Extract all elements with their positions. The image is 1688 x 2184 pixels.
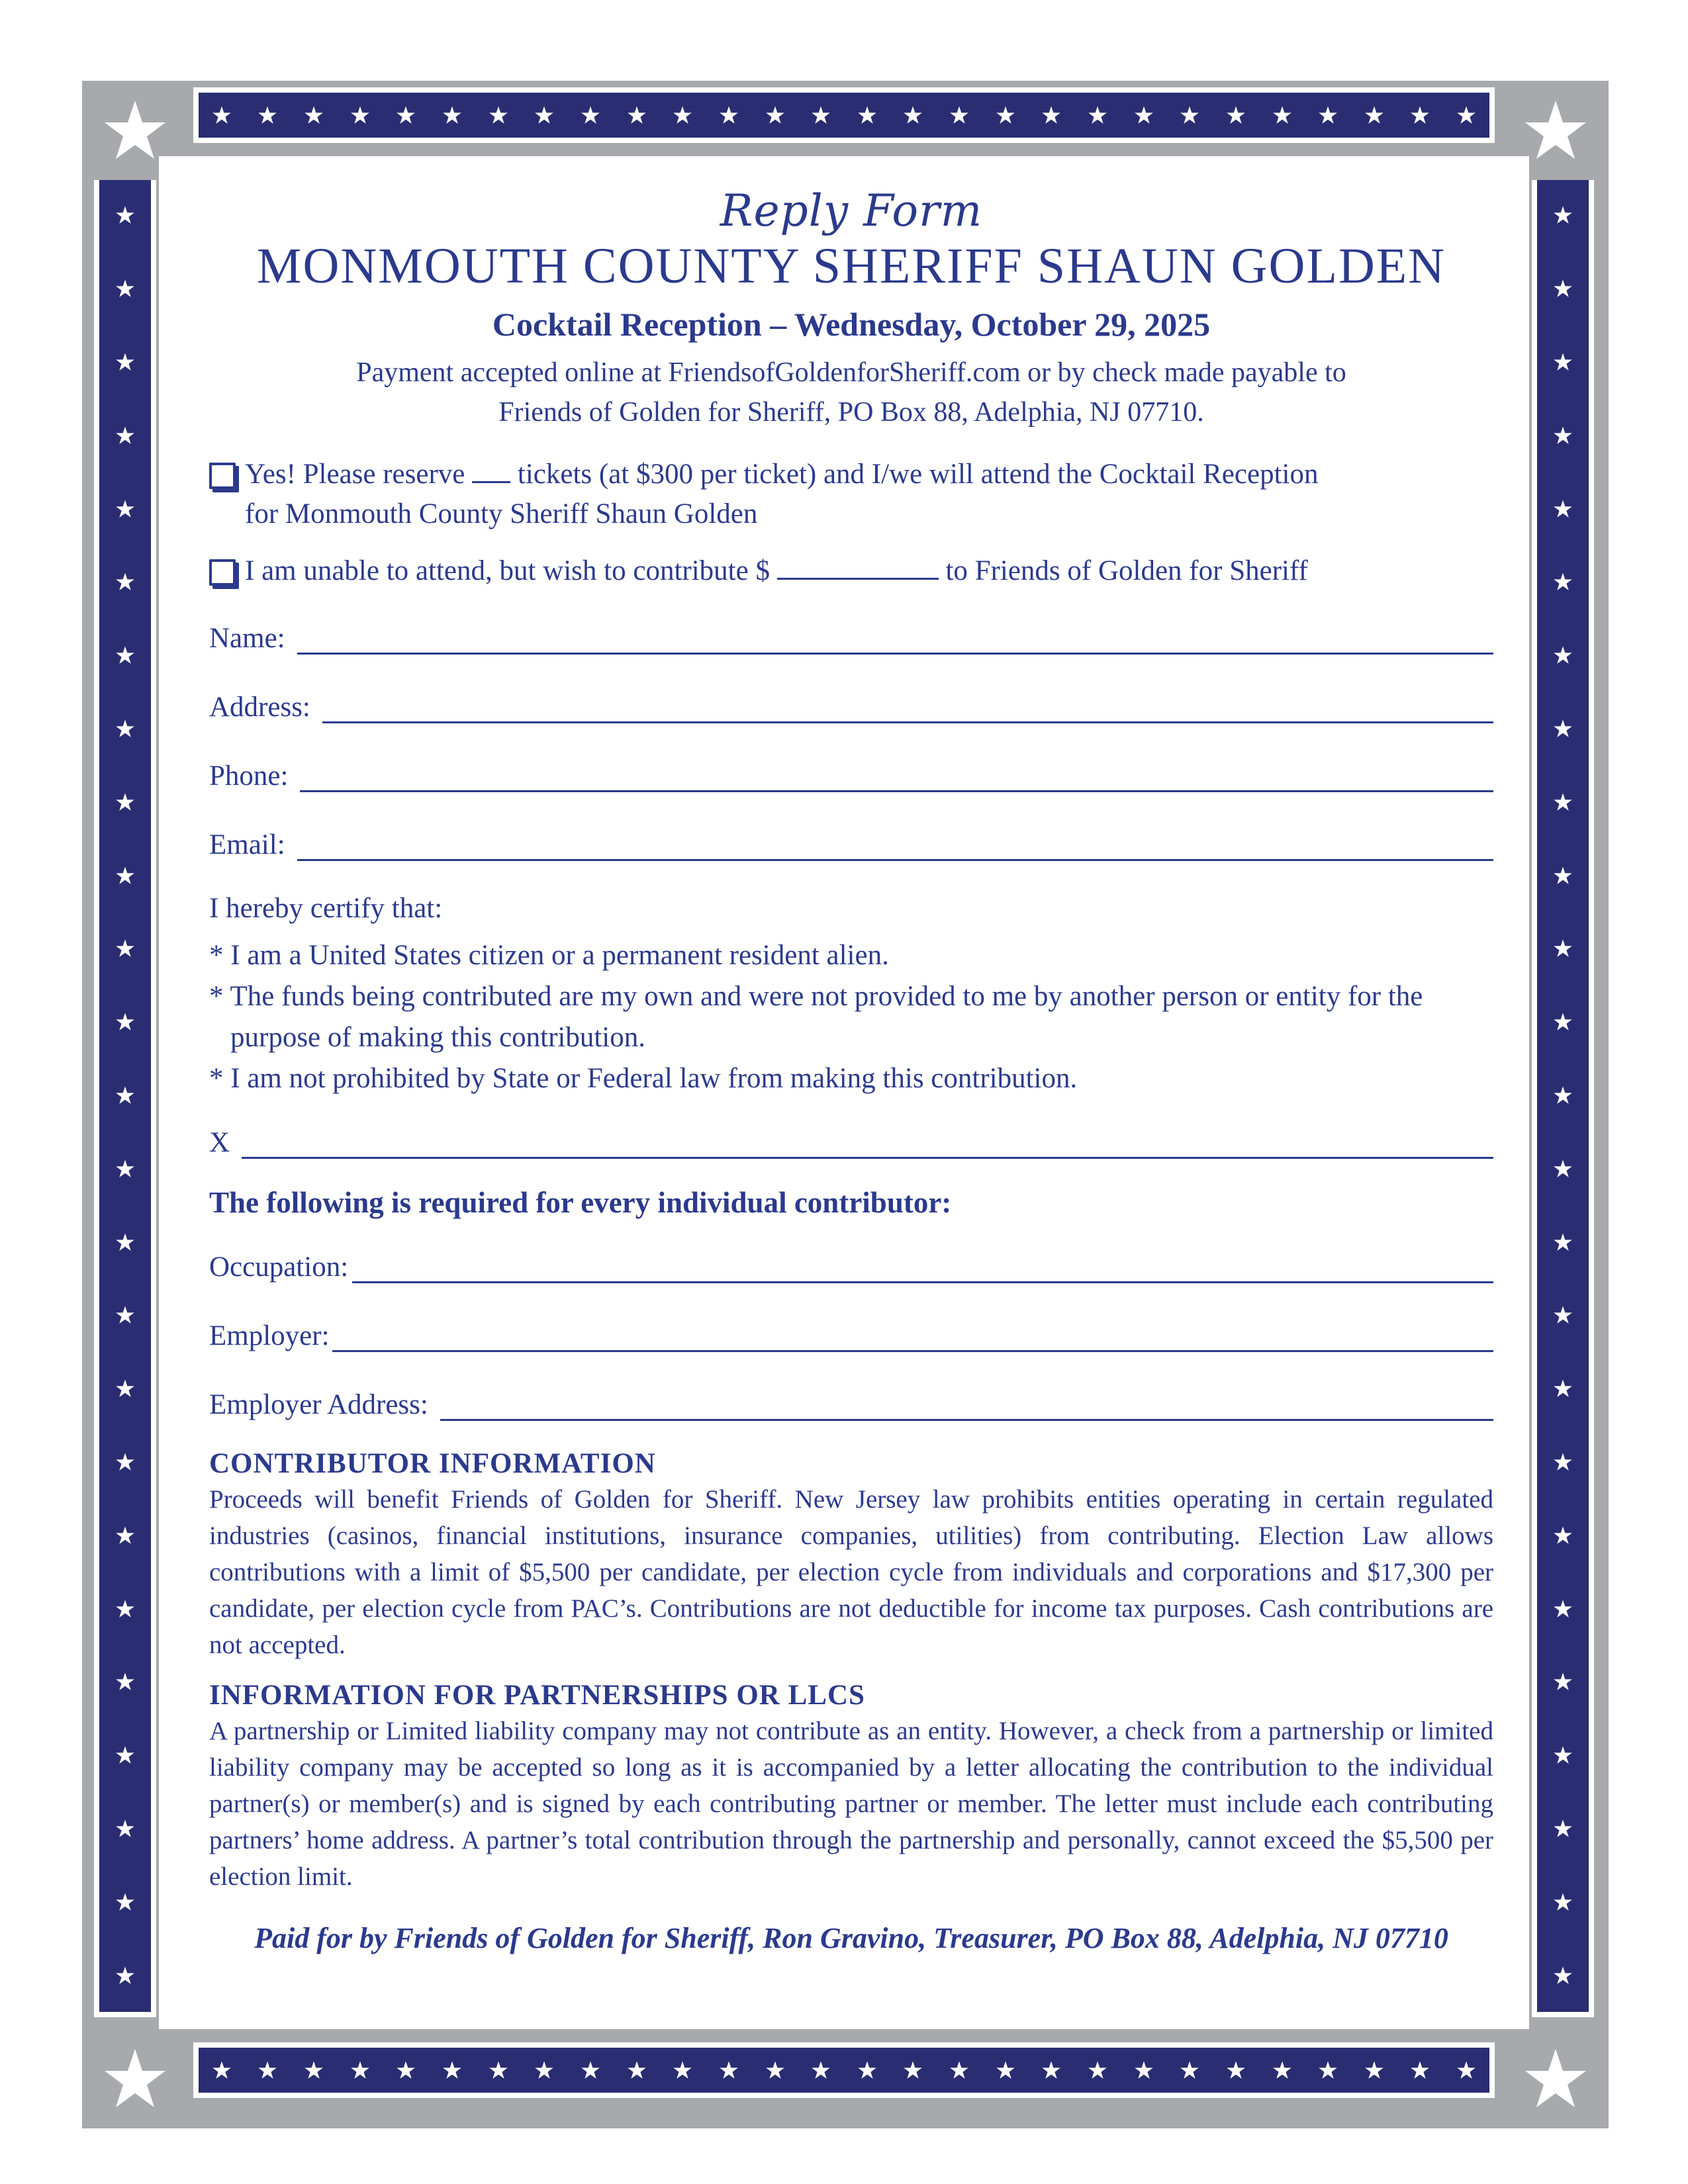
border-star-icon (115, 352, 135, 372)
border-star-icon (1553, 1819, 1573, 1839)
partnership-info-heading: INFORMATION FOR PARTNERSHIPS OR LLCS (209, 1679, 865, 1711)
border-star-icon (996, 105, 1015, 125)
name-label: Name: (209, 622, 285, 654)
border-star-icon (115, 1305, 135, 1325)
border-star-icon (581, 105, 600, 125)
border-star-icon (115, 426, 135, 445)
contribution-amount-field[interactable] (777, 554, 939, 580)
border-star-icon (1553, 205, 1573, 225)
corner-star-icon (1523, 2046, 1589, 2112)
border-star-icon (212, 105, 232, 125)
border-star-icon (115, 1672, 135, 1692)
border-star-icon (1553, 792, 1573, 812)
attend-suffix: tickets (at $300 per ticket) and I/we will attend the Cocktail Reception (517, 458, 1319, 490)
page-title: MONMOUTH COUNTY SHERIFF SHAUN GOLDEN (256, 238, 1446, 294)
border-star-icon (1180, 105, 1199, 125)
border-star-icon (857, 105, 877, 125)
signature-input-line[interactable] (242, 1130, 1493, 1159)
border-star-icon (1553, 1525, 1573, 1545)
phone-label: Phone: (209, 760, 289, 792)
border-star-icon (1364, 2060, 1384, 2080)
border-star-icon (304, 105, 324, 125)
phone-input-line[interactable] (300, 764, 1493, 792)
border-star-icon (1553, 1232, 1573, 1252)
border-star-icon (1553, 645, 1573, 665)
reply-form (209, 179, 1493, 1955)
border-star-icon (1456, 2060, 1476, 2080)
right-star-column (1537, 179, 1589, 2012)
border-star-icon (627, 105, 647, 125)
border-star-icon (1041, 2060, 1061, 2080)
border-star-icon (1088, 2060, 1107, 2080)
border-star-icon (1088, 105, 1107, 125)
name-field (209, 615, 1493, 655)
border-star-icon (1553, 1966, 1573, 1985)
border-star-icon (115, 938, 135, 958)
email-label: Email: (209, 829, 285, 860)
border-star-icon (115, 1452, 135, 1472)
border-star-icon (258, 2060, 277, 2080)
payment-line-2: Friends of Golden for Sheriff, PO Box 88, Adelphia, NJ 07710. (498, 396, 1204, 428)
border-star-icon (258, 105, 277, 125)
border-star-icon (1553, 426, 1573, 445)
name-input-line[interactable] (297, 626, 1493, 655)
contribute-prefix: I am unable to attend, but wish to contribute $ (245, 555, 770, 586)
border-star-icon (1318, 2060, 1338, 2080)
border-star-icon (115, 205, 135, 225)
border-star-icon (115, 719, 135, 739)
border-star-icon (304, 2060, 324, 2080)
border-star-icon (115, 1232, 135, 1252)
border-star-icon (115, 279, 135, 298)
border-star-icon (396, 105, 416, 125)
border-star-icon (115, 1892, 135, 1912)
border-star-icon (115, 1159, 135, 1179)
certify-item: * I am a United States citizen or a permanent resident alien. (209, 939, 889, 971)
contributor-info-heading: CONTRIBUTOR INFORMATION (209, 1447, 656, 1479)
bottom-star-row (199, 2048, 1489, 2093)
border-star-icon (1553, 1892, 1573, 1912)
border-star-icon (115, 499, 135, 519)
border-star-icon (115, 572, 135, 592)
border-star-icon (115, 1379, 135, 1398)
top-star-row (199, 93, 1489, 138)
border-star-icon (1410, 105, 1430, 125)
border-star-icon (581, 2060, 600, 2080)
border-star-icon (765, 2060, 785, 2080)
corner-star-icon (1523, 97, 1589, 163)
border-star-icon (627, 2060, 647, 2080)
border-star-icon (949, 105, 969, 125)
certify-item: * I am not prohibited by State or Federal law from making this contribution. (209, 1062, 1078, 1094)
border-star-icon (1553, 938, 1573, 958)
border-star-icon (1134, 2060, 1154, 2080)
border-star-icon (903, 105, 923, 125)
address-label: Address: (209, 691, 310, 723)
border-star-icon (350, 105, 370, 125)
address-field (209, 684, 1493, 723)
border-star-icon (996, 2060, 1015, 2080)
occupation-input-line[interactable] (352, 1255, 1493, 1283)
border-star-icon (1553, 866, 1573, 886)
border-star-icon (903, 2060, 923, 2080)
border-star-icon (857, 2060, 877, 2080)
border-star-icon (1364, 105, 1384, 125)
partnership-info-text: A partnership or Limited liability company may not contribute as an entity. However, a check from a partnership or limited liability company may be accepted so long as it is accompanied by a letter allocating the contribution to the individual partner(s) or member(s) and is signed by each contributing partner or member. The letter must include each contributing partners’ home address. A partner’s total contribution through the partnership and personally, cannot exceed the $5,500 per election limit. (209, 1716, 1493, 1891)
contribute-suffix: to Friends of Golden for Sheriff (945, 555, 1308, 586)
employer-address-field (209, 1381, 1493, 1421)
attend-prefix: Yes! Please reserve (245, 458, 465, 490)
border-star-icon (115, 1599, 135, 1619)
paid-for-footer: Paid for by Friends of Golden for Sheriff, Ron Gravino, Treasurer, PO Box 88, Adelphia, NJ 07710 (254, 1921, 1448, 1954)
border-star-icon (442, 105, 462, 125)
border-star-icon (1553, 1452, 1573, 1472)
border-star-icon (1553, 1159, 1573, 1179)
employer-label: Employer: (209, 1320, 330, 1351)
left-star-column (99, 179, 151, 2012)
bottom-star-band (199, 2048, 1489, 2093)
border-star-icon (765, 105, 785, 125)
contribute-checkbox[interactable] (209, 559, 236, 586)
border-star-icon (673, 105, 692, 125)
employer-address-label: Employer Address: (209, 1388, 428, 1420)
border-star-icon (1456, 105, 1476, 125)
border-star-icon (719, 2060, 739, 2080)
border-star-icon (1553, 1012, 1573, 1032)
border-star-icon (1410, 2060, 1430, 2080)
border-star-icon (1180, 2060, 1199, 2080)
occupation-label: Occupation: (209, 1251, 349, 1283)
border-star-icon (1226, 105, 1246, 125)
border-star-icon (115, 1085, 135, 1105)
border-star-icon (719, 105, 739, 125)
form-script-title: Reply Form (720, 185, 983, 236)
border-star-icon (489, 2060, 508, 2080)
email-field (209, 821, 1493, 861)
attend-line-2: for Monmouth County Sheriff Shaun Golden (245, 498, 758, 529)
border-star-icon (1553, 1305, 1573, 1325)
event-subtitle: Cocktail Reception – Wednesday, October 29, 2025 (492, 305, 1211, 343)
payment-info (209, 353, 1493, 432)
border-star-icon (442, 2060, 462, 2080)
attend-option (209, 455, 1493, 534)
signature-label: X (209, 1126, 230, 1158)
border-star-icon (115, 1745, 135, 1765)
left-star-band (99, 179, 151, 2012)
employer-address-input-line[interactable] (440, 1392, 1493, 1421)
border-star-icon (1041, 105, 1061, 125)
certify-list (209, 935, 1493, 1099)
phone-field (209, 752, 1493, 792)
border-star-icon (1553, 719, 1573, 739)
border-star-icon (1553, 572, 1573, 592)
border-star-icon (1553, 1379, 1573, 1398)
border-star-icon (115, 1525, 135, 1545)
email-input-line[interactable] (297, 833, 1493, 861)
border-star-icon (1553, 279, 1573, 298)
payment-line-1: Payment accepted online at FriendsofGoldenforSheriff.com or by check made payable to (356, 357, 1346, 388)
signature-field (209, 1119, 1493, 1159)
border-star-icon (115, 792, 135, 812)
border-star-icon (811, 105, 831, 125)
border-star-icon (1553, 1085, 1573, 1105)
border-star-icon (673, 2060, 692, 2080)
border-star-icon (115, 1966, 135, 1985)
right-star-band (1537, 179, 1589, 2012)
border-star-icon (350, 2060, 370, 2080)
border-star-icon (1553, 1745, 1573, 1765)
border-star-icon (115, 866, 135, 886)
contribute-option (209, 551, 1493, 591)
attend-checkbox[interactable] (209, 463, 236, 489)
top-star-band (199, 93, 1489, 138)
border-star-icon (1318, 105, 1338, 125)
employer-input-line[interactable] (332, 1324, 1493, 1352)
border-star-icon (396, 2060, 416, 2080)
border-star-icon (534, 2060, 554, 2080)
corner-star-icon (102, 2046, 168, 2112)
border-star-icon (212, 2060, 232, 2080)
border-star-icon (1553, 499, 1573, 519)
border-star-icon (489, 105, 508, 125)
certify-item: * The funds being contributed are my own and were not provided to me by another person or entity for the purpose of making this contribution. (209, 980, 1423, 1053)
border-star-icon (115, 645, 135, 665)
border-star-icon (949, 2060, 969, 2080)
certify-intro: I hereby certify that: (209, 892, 443, 924)
occupation-field (209, 1244, 1493, 1283)
border-star-icon (1553, 1672, 1573, 1692)
ticket-count-field[interactable] (472, 457, 510, 483)
border-star-icon (115, 1012, 135, 1032)
border-star-icon (1553, 352, 1573, 372)
corner-bottom-left (82, 2029, 188, 2128)
corner-bottom-right (1503, 2029, 1609, 2128)
employer-field (209, 1312, 1493, 1352)
border-star-icon (1134, 105, 1154, 125)
border-star-icon (1226, 2060, 1246, 2080)
contributor-info-text: Proceeds will benefit Friends of Golden for Sheriff. New Jersey law prohibits entities operating in certain regulated industries (casinos, financial institutions, insurance companies, utilities) from contributing. Election Law allows contributions with a limit of $5,500 per candidate, per election cycle from individuals and corporations and $17,300 per candidate, per election cycle from PAC’s. Contributions are not deductible for income tax purposes. Cash contributions are not accepted. (209, 1484, 1493, 1659)
address-input-line[interactable] (322, 695, 1493, 723)
required-note: The following is required for every individual contributor: (209, 1185, 952, 1219)
border-star-icon (534, 105, 554, 125)
border-star-icon (115, 1819, 135, 1839)
border-star-icon (1553, 1599, 1573, 1619)
corner-star-icon (102, 97, 168, 163)
border-star-icon (1272, 105, 1292, 125)
border-star-icon (811, 2060, 831, 2080)
border-star-icon (1272, 2060, 1292, 2080)
